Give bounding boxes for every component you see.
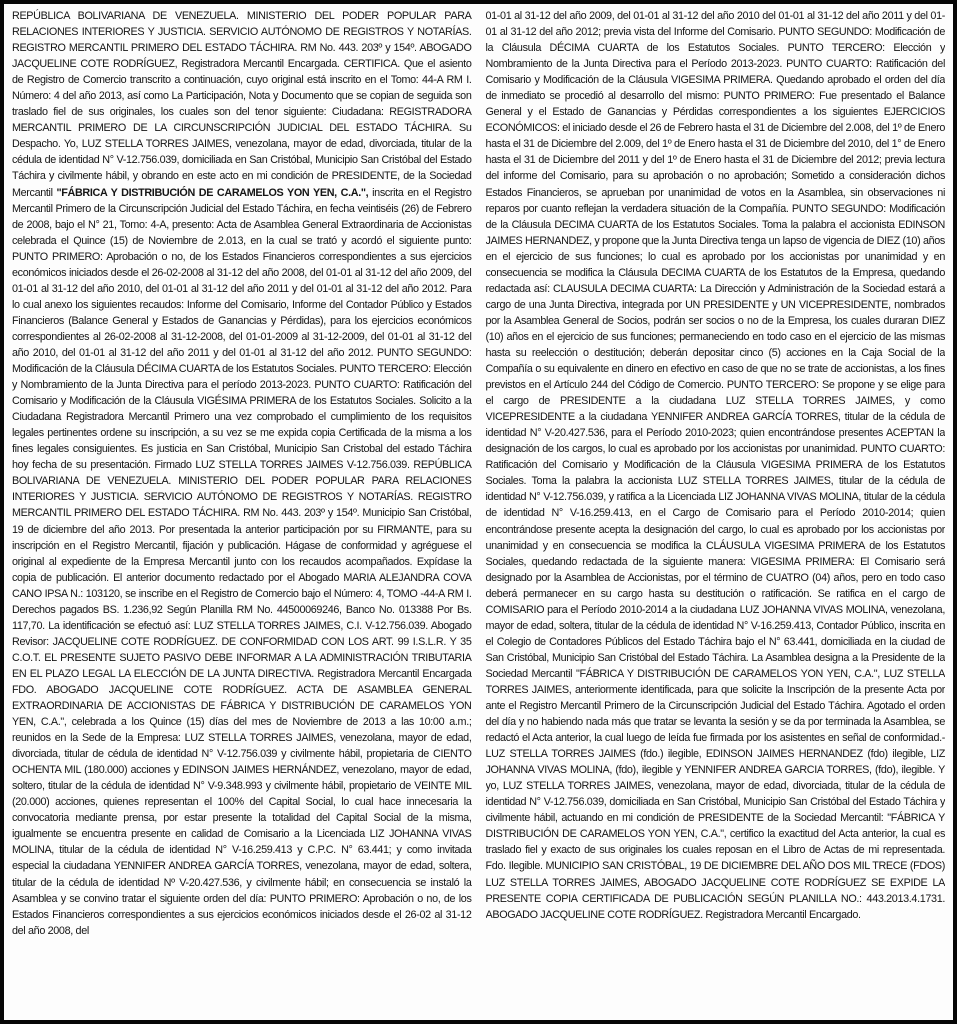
document-column-right: [486, 8, 946, 1014]
document-text-left: [12, 8, 472, 939]
document-text-right: 01-01 al 31-12 del año 2009, del 01-01 al 31-12 del año 2010 del 01-01 al 31-12 del año 2011 y del 01-01 al 31-12 del año 2012; previa vista del Informe del Comisario. PUNTO SEGUNDO: Modificación de la Cláusula DÉCIMA CUARTA de los Estatutos Sociales. PUNTO TERCERO: Elección y Nombramiento de la Junta Directiva para el Período 2013-2023. PUNTO CUARTO: Ratificación del Comisario y Modificación de la Cláusula VIGESIMA PRIMERA. Quedando aprobado el orden del día de inmediato se procedió al desarrollo del mismo: PUNTO PRIMERO: Fue presentado el Balance General y el Estado de Ganancias y Pérdidas correspondientes a los siguientes EJERCICIOS ECONÓMICOS: el iniciado desde el 26 de Febrero hasta el 31 de Diciembre del 2.008, del 1º de Enero hasta el 31 de Diciembre del 2.009, del 1º de Enero hasta el 31 de Diciembre del 2010, del 1° de Enero hasta el 31 de Diciembre del 2011 y del 1º de Enero hasta el 31 de Diciembre del 2012; previa lectura del informe del Comisario, para su aprobación o no aprobación; Sometido a consideración dichos Estados Financieros, se aprueban por unanimidad de votos en la Asamblea, sin observaciones ni reparos por cuanto reflejan la verdadera situación de la Compañía. PUNTO SEGUNDO: Modificación de la Cláusula DECIMA CUARTA de los Estatutos Sociales. Toma la palabra el accionista EDINSON JAIMES HERNANDEZ, y propone que la Junta Directiva tenga un lapso de vigencia de DIEZ (10) años en el ejercicio de sus funciones; lo cual es aprobado por los accionistas por unanimidad y en consecuencia se modifica la Cláusula DECIMA CUARTA de los Estatutos de la Empresa, quedando redactada así: CLAUSULA DECIMA CUARTA: La Dirección y Administración de la Sociedad estará a cargo de una Junta Directiva, integrada por UN PRESIDENTE y UN VICEPRESIDENTE, nombrados por la Asamblea General de Socios, podrán ser socios o no de la Empresa, los cuales duraran DIEZ (10) años en el ejercicio de sus funciones; permaneciendo en todo caso en el ejercicio de las mismas hasta su reelección o destitución; deberán depositar cinco (5) acciones en la Caja Social de la Compañía o su equivalente en dinero en efectivo en caso de que no se trate de accionistas, a los fines previstos en el Artículo 244 del Código de Comercio. PUNTO TERCERO: Se propone y se elige para el cargo de PRESIDENTE a la ciudadana LUZ STELLA TORRES JAIMES, y como VICEPRESIDENTE a la ciudadana YENNIFER ANDREA GARCÍA TORRES, titular de la cédula de identidad N° V-20.427.536, para el Período 2010-2023; quien encontrándose presentes ACEPTAN la designación de los cargos, lo cual es aprobado por los accionistas por unanimidad. PUNTO CUARTO: Ratificación del Comisario y Modificación de la Cláusula VIGESIMA PRIMERA de los Estatutos Sociales. Toma la palabra la accionista LUZ STELLA TORRES JAIMES, titular de la cédula de identidad N° V-12.756.039, y ratifica a la Licenciada LIZ JOHANNA VIVAS MOLINA, titular de la cédula de identidad N° V-16.259.413, en el Cargo de Comisario para el Período 2010-2014; quien encontrándose presente acepta la designación del cargo, lo cual es aprobado por los accionistas por unanimidad y en consecuencia se modifica la CLÁUSULA VIGESIMA PRIMERA de los Estatutos Sociales, quedando redactada de la siguiente manera: VIGESIMA PRIMERA: El Comisario será designado por la Asamblea de Accionistas, por el término de CUATRO (04) años, pero en todo caso deberá permanecer en su cargo hasta su destitución o ratificación. Se ratifica en el cargo de COMISARIO para el Período 2010-2014 a la ciudadana LUZ JOHANNA VIVAS MOLINA, venezolana, mayor de edad, soltera, titular de la cédula de identidad N° V-16.259.413, Contador Público, inscrita en el Colegio de Contadores Públicos del Estado Táchira bajo el N° 63.441, domiciliada en la ciudad de San Cristóbal, Municipio San Cristóbal del Estado Táchira. La Asamblea designa a la Presidente de la Sociedad Mercantil "FÁBRICA Y DISTRIBUCIÓN DE CARAMELOS YON YEN, C.A.", LUZ STELLA TORRES JAIMES, anteriormente identificada, para que solicite la Inscripción de la presente Acta por ante el Registro Mercantil Primero de la Circunscripción Judicial del Estado Táchira. Agotado el orden del día y no habiendo nada más que tratar se levanta la sesión y se da por terminada la Asamblea, se redactó el Acta anterior, la cual luego de leída fue firmada por los asistentes en señal de conformidad.- LUZ STELLA TORRES JAIMES (fdo.) ilegible, EDINSON JAIMES HERNANDEZ (fdo) ilegible, LIZ JOHANNA VIVAS MOLINA, (fdo), ilegible y YENNIFER ANDREA GARCIA TORRES, (fdo), ilegible. Y yo, LUZ STELLA TORRES JAIMES, venezolana, mayor de edad, divorciada, titular de la cédula de identidad N° V-12.756.039, domiciliada en San Cristóbal, Municipio San Cristóbal del Estado Táchira y civilmente hábil, actuando en mi condición de PRESIDENTE de la Sociedad Mercantil: "FÁBRICA Y DISTRIBUCIÓN DE CARAMELOS YON YEN, C.A.", certifico la exactitud del Acta anterior, la cual es traslado fiel y exacto de sus originales los cuales reposan en el Libro de Actas de mi representada. Fdo. Ilegible. MUNICIPIO SAN CRISTÓBAL, 19 DE DICIEMBRE DEL AÑO DOS MIL TRECE (FDOS) LUZ STELLA TORRES JAIMES, ABOGADO JACQUELINE COTE RODRÍGUEZ SE EXPIDE LA PRESENTE COPIA CERTIFICADA DE PUBLICACIÓN SEGÚN PLANILLA NO.: 443.2013.4.1731. ABOGADO JACQUELINE COTE RODRÍGUEZ. Registradora Mercantil Encargado.: [485, 10, 945, 921]
company-name-bold: "FÁBRICA Y DISTRIBUCIÓN DE CARAMELOS YON YEN, C.A.",: [56, 186, 369, 199]
document-text-left-after-bold: inscrita en el Registro Mercantil Primero de la Circunscripción Judicial del Estado Táchira, en fecha veintiséis (26) de Febrero de 2008, bajo el N° 21, Tomo: 4-A, presento: Acta de Asamblea General Extraordinaria de Accionistas celebrada el Quince (15) de Noviembre de 2.013, en la cual se trató y acordó el siguiente punto: PUNTO PRIMERO: Aprobación o no, de los Estados Financieros correspondientes a sus ejercicios económicos iniciados desde el 26-02-2008 al 31-12 del año 2008, del 01-01 al 31-12 del año 2009, del 01-01 al 31-12 del año 2010, del 01-01 al 31-12 del año 2011 y del 01-01 al 31-12 del año 2012. Para lo cual anexo los siguientes recaudos: Informe del Comisario, Informe del Contador Público y Estados Financieros (Balance General y Estados de Ganancias y Pérdidas), para los ejercicios económicos correspondientes al 26-02-2008 al 31-12-2008, del 01-01-2009 al 31-12-2009, del 01-01 al 31-12 del año 2010, del 01-01 al 31-12 del año 2011 y del 01-01 al 31-12 del año 2012. PUNTO SEGUNDO: Modificación de la Cláusula DÉCIMA CUARTA de los Estatutos Sociales. PUNTO TERCERO: Elección y Nombramiento de la Junta Directiva para el período 2013-2023. PUNTO CUARTO: Ratificación del Comisario y Modificación de la Cláusula VIGÉSIMA PRIMERA de los Estatutos Sociales. Solicito a la Ciudadana Registradora Mercantil Primero una vez comprobado el cumplimiento de los requisitos legales pertinentes ordene su inscripción, a su vez se me expida copia Certificada de la misma a los fines legales consiguientes. Es justicia en San Cristóbal, Municipio San Cristobal del estado Táchira hoy fecha de su presentación. Firmado LUZ STELLA TORRES JAIMES V-12.756.039. REPÚBLICA BOLIVARIANA DE VENEZUELA. MINISTERIO DEL PODER POPULAR PARA RELACIONES INTERIORES Y JUSTICIA. SERVICIO AUTÓNOMO DE REGISTROS Y NOTARÍAS. REGISTRO MERCANTIL PRIMERO DEL ESTADO TÁCHIRA. RM No. 443. 203º y 154º. Municipio San Cristóbal, 19 de diciembre del año 2013. Por presentada la anterior participación por su FIRMANTE, para su inscripción en el Registro Mercantil, fijación y publicación. Hágase de conformidad y agréguese el original al expediente de la Empresa Mercantil junto con los recaudos acompañados. Expídase la copia de publicación. El anterior documento redactado por el Abogado MARIA ALEJANDRA COVA CANO IPSA N.: 103120, se inscribe en el Registro de Comercio bajo el Número: 4, TOMO -44-A RM I. Derechos pagados BS. 1.236,92 Según Planilla RM No. 44500069246, Banco No. 013388 Por Bs. 117,70. La identificación se efectuó así: LUZ STELLA TORRES JAIMES, C.I. V-12.756.039. Abogado Revisor: JACQUELINE COTE RODRÍGUEZ. DE CONFORMIDAD CON LOS ART. 99 I.S.L.R. Y 35 C.O.T. EL PRESENTE SUJETO PASIVO DEBE INFORMAR A LA ADMINISTRACIÓN TRIBUTARIA EN EL PLAZO LEGAL LA ELECCIÓN DE LA JUNTA DIRECTIVA. Registradora Mercantil Encargada FDO. ABOGADO JACQUELINE COTE RODRÍGUEZ. ACTA DE ASAMBLEA GENERAL EXTRAORDINARIA DE ACCIONISTAS DE FÁBRICA Y DISTRIBUCIÓN DE CARAMELOS YON YEN, C.A.", celebrada a los Quince (15) días del mes de Noviembre de 2013 a las 10:00 a.m.; reunidos en la Sede de la Empresa: LUZ STELLA TORRES JAIMES, venezolana, mayor de edad, divorciada, titular de cédula de identidad N° V-12.756.039 y civilmente hábil, propietaria de CIENTO OCHENTA MIL (180.000) acciones y EDINSON JAIMES HERNÁNDEZ, venezolano, mayor de edad, soltero, titular de la cédula de identidad N° V-9.348.993 y civilmente hábil, propietario de VEINTE MIL (20.000) acciones, quienes representan el 100% del Capital Social, lo cual hace innecesaria la convocatoria mediante prensa, por estar presente la totalidad del Capital Social de la misma, igualmente se encuentra presente en calidad de Comisario a la Licenciada LIZ JOHANNA VIVAS MOLINA, titular de la cédula de identidad N° V-16.259.413 y C.P.C. N° 63.441; y como invitada especial la ciudadana YENNIFER ANDREA GARCÍA TORRES, venezolana, mayor de edad, soltera, titular de la cédula de identidad Nº V-20.427.536, y civilmente hábil; en consecuencia se instaló la Asamblea y se convino tratar el siguiente orden del día: PUNTO PRIMERO: Aprobación o no, de los Estados Financieros correspondientes a sus ejercicios económicos iniciados desde el 26-02 al 31-12 del año 2008, del: [12, 186, 472, 937]
document-text-left-before-bold: REPÚBLICA BOLIVARIANA DE VENEZUELA. MINISTERIO DEL PODER POPULAR PARA RELACIONES INTERIORES Y JUSTICIA. SERVICIO AUTÓNOMO DE REGISTROS Y NOTARÍAS. REGISTRO MERCANTIL PRIMERO DEL ESTADO TÁCHIRA. RM No. 443. 203º y 154º. ABOGADO JACQUELINE COTE RODRÍGUEZ, Registradora Mercantil Encargada. CERTIFICA. Que el asiento de Registro de Comercio transcrito a continuación, cuyo original está inscrito en el Tomo: 44-A RM I. Número: 4 del año 2013, así como La Participación, Nota y Documento que se copian de seguida son traslado fiel de sus originales, los cuales son del tenor siguiente: Ciudadana: REGISTRADORA MERCANTIL PRIMERO DE LA CIRCUNSCRIPCIÓN JUDICIAL DEL ESTADO TÁCHIRA. Su Despacho. Yo, LUZ STELLA TORRES JAIMES, venezolana, mayor de edad, divorciada, titular de la cédula de identidad N° V-12.756.039, domiciliada en San Cristóbal, Municipio San Cristóbal del Estado Táchira y civilmente hábil, y obrando en este acto en mi condición de PRESIDENTE, de la Sociedad Mercantil: [12, 10, 472, 199]
document-column-left: [12, 8, 472, 1014]
